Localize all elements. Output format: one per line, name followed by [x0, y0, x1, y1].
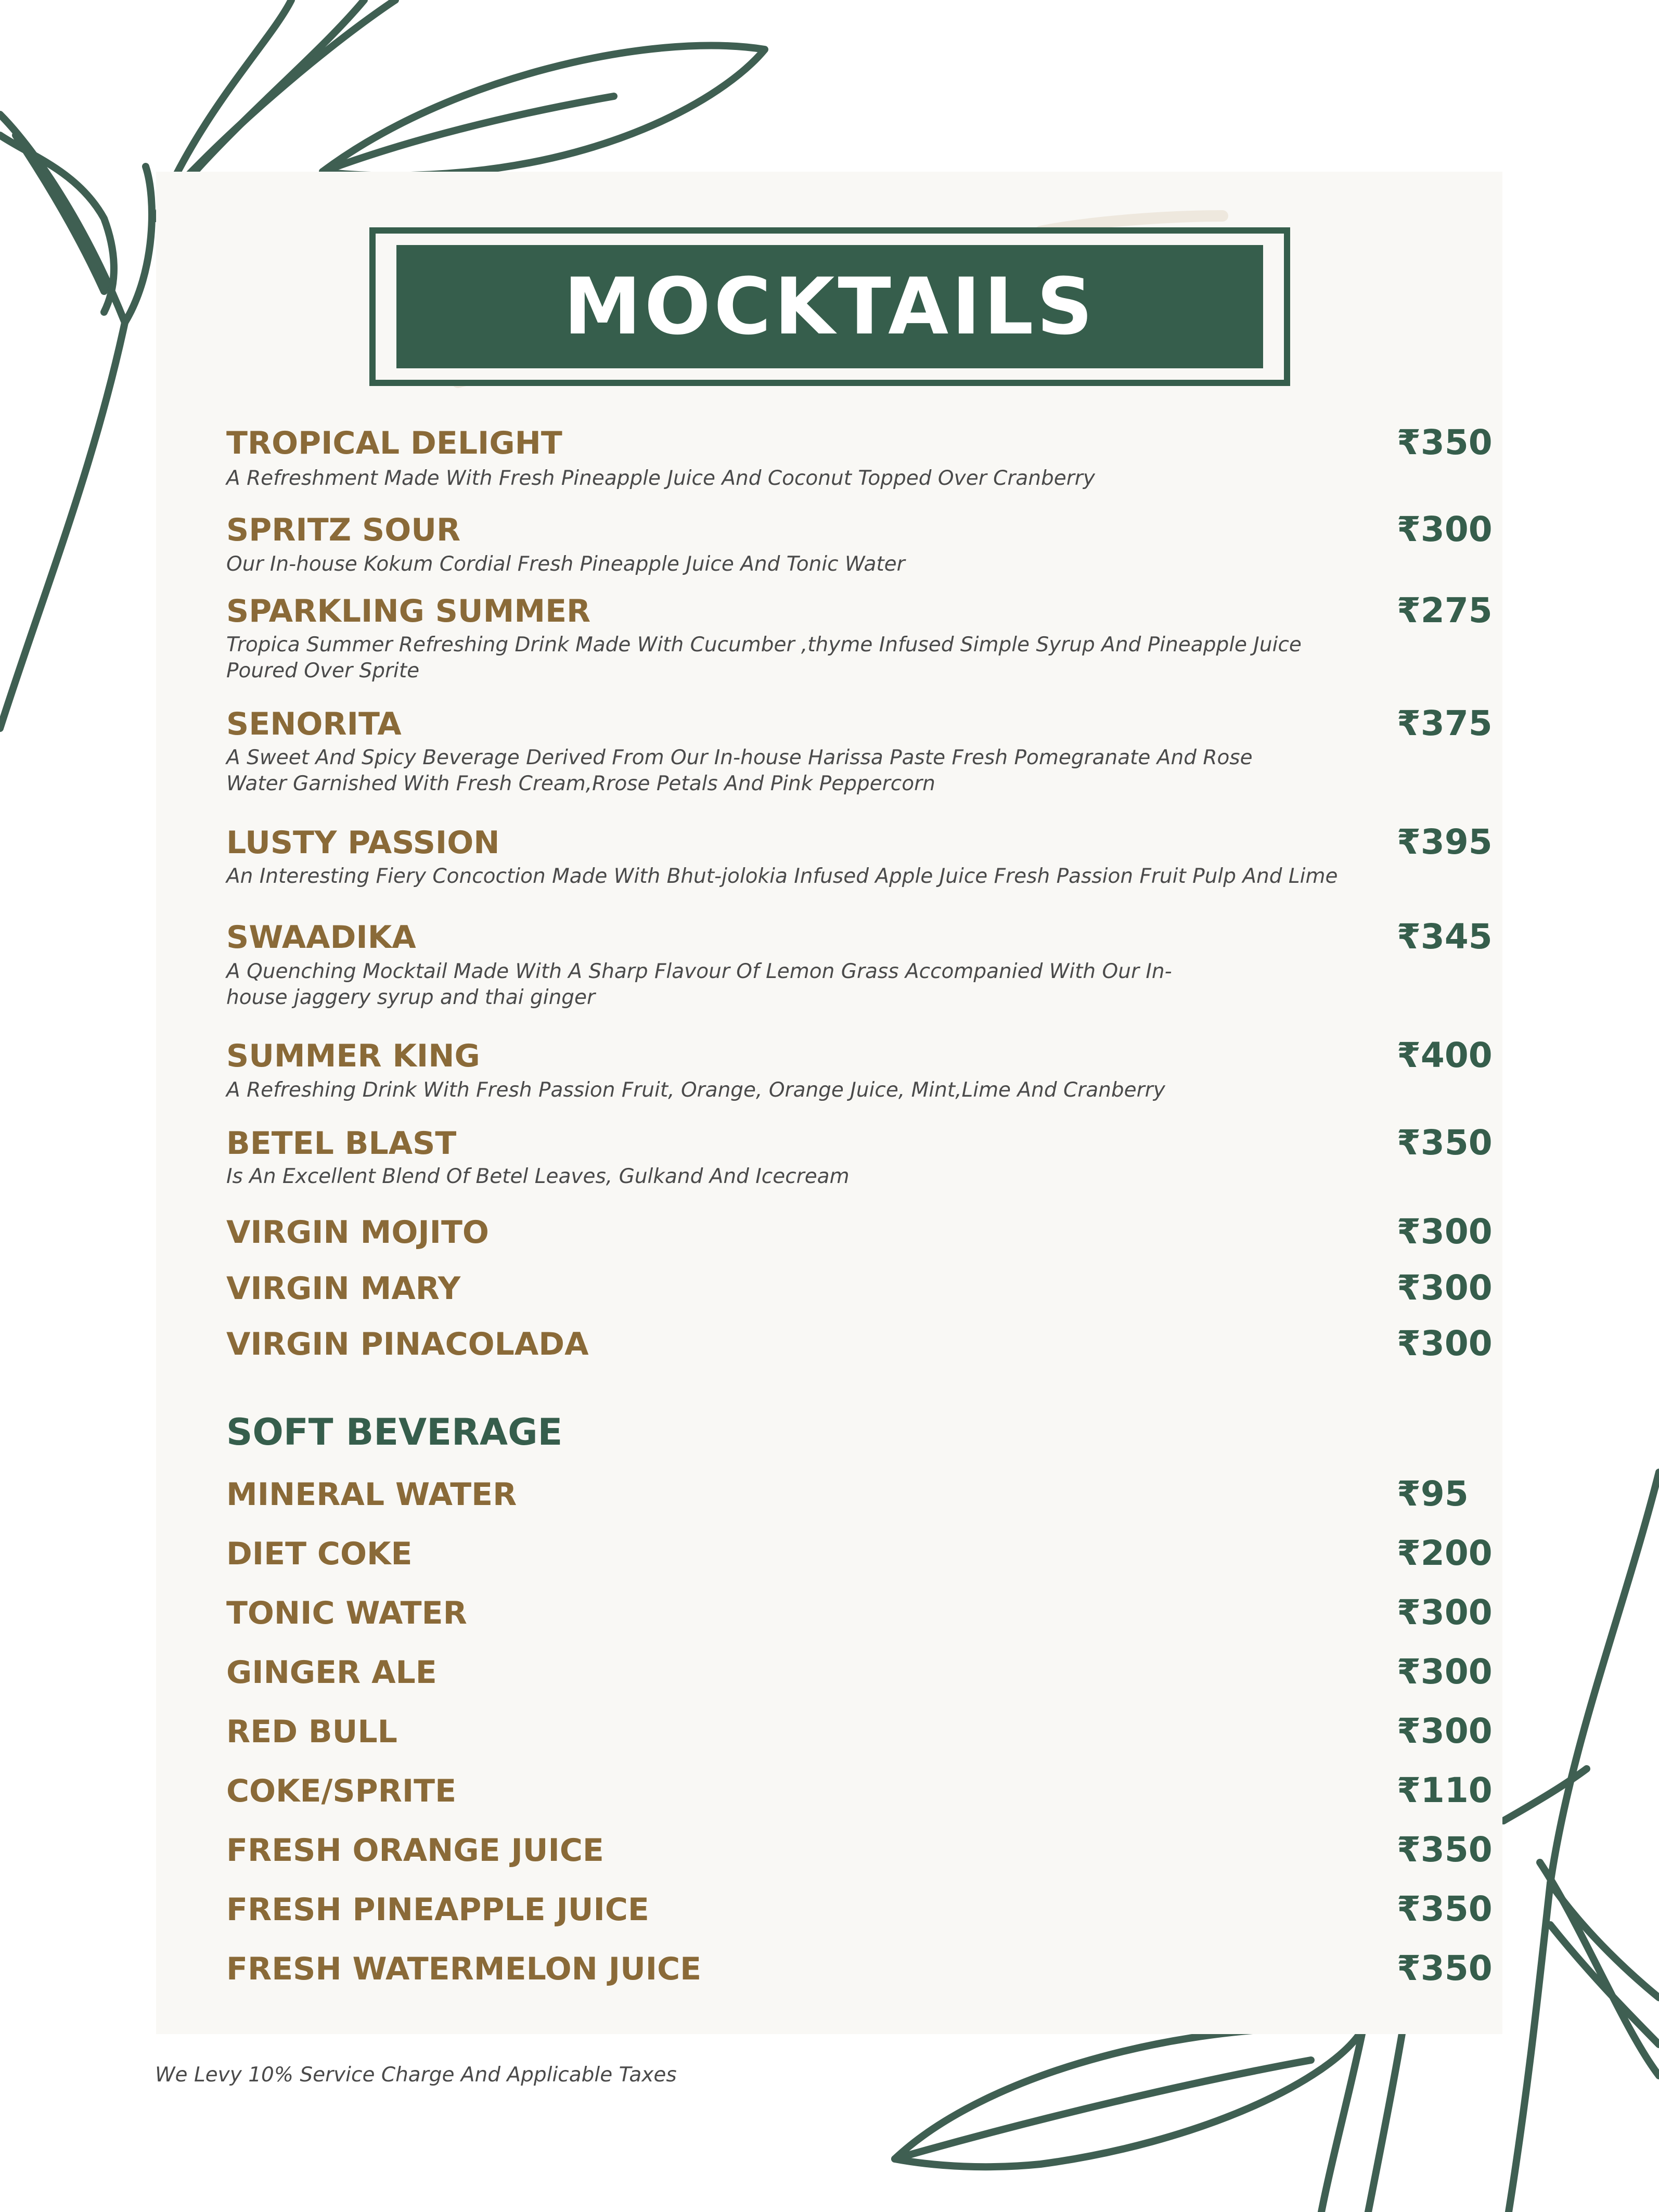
- menu-item-price: ₹300: [1397, 1711, 1493, 1751]
- menu-item-name: MINERAL WATER: [226, 1476, 517, 1513]
- menu-item-name: TONIC WATER: [226, 1595, 467, 1631]
- menu-item-name: GINGER ALE: [226, 1654, 437, 1691]
- menu-item-price: ₹350: [1397, 1123, 1493, 1163]
- menu-item-price: ₹345: [1397, 917, 1493, 957]
- service-charge-note: We Levy 10% Service Charge And Applicable Taxes: [155, 2063, 677, 2087]
- menu-item-name: VIRGIN MARY: [226, 1270, 461, 1307]
- page-title: MOCKTAILS: [563, 261, 1096, 352]
- title-banner-fill: [396, 245, 1263, 368]
- menu-item-price: ₹110: [1397, 1770, 1493, 1810]
- menu-item-description: An Interesting Fiery Concoction Made With Bhut-jolokia Infused Apple Juice Fresh Passion Fruit Pulp And Lime: [226, 865, 1338, 888]
- menu-item-name: VIRGIN PINACOLADA: [226, 1326, 589, 1362]
- menu-item-description: A Sweet And Spicy Beverage Derived From Our In-house Harissa Paste Fresh Pomegranate And Rose Water Garnished With Fresh Cream,Rrose Petals And Pink Peppercorn: [226, 746, 1253, 795]
- menu-item-name: DIET COKE: [226, 1536, 413, 1572]
- menu-item-description: A Quenching Mocktail Made With A Sharp Flavour Of Lemon Grass Accompanied With Our In-house jaggery syrup and thai ginger: [226, 960, 1172, 1009]
- menu-item-price: ₹300: [1397, 1592, 1493, 1632]
- title-banner: [369, 227, 1290, 386]
- menu-item-description: Our In-house Kokum Cordial Fresh Pineapple Juice And Tonic Water: [226, 552, 905, 576]
- menu-item-price: ₹400: [1397, 1035, 1493, 1075]
- menu-item-name: FRESH WATERMELON JUICE: [226, 1951, 702, 1987]
- menu-item-name: FRESH ORANGE JUICE: [226, 1832, 604, 1869]
- menu-item-price: ₹395: [1397, 822, 1493, 862]
- menu-item-name: VIRGIN MOJITO: [226, 1214, 489, 1251]
- menu-item-price: ₹200: [1397, 1533, 1493, 1573]
- menu-item-name: RED BULL: [226, 1714, 397, 1750]
- menu-item-name: LUSTY PASSION: [226, 825, 500, 861]
- menu-item-price: ₹300: [1397, 509, 1493, 549]
- menu-item-name: SPRITZ SOUR: [226, 512, 461, 548]
- menu-item-price: ₹275: [1397, 590, 1493, 631]
- menu-item-price: ₹350: [1397, 422, 1493, 462]
- menu-item-price: ₹350: [1397, 1830, 1493, 1870]
- menu-item-description: Tropica Summer Refreshing Drink Made With Cucumber ,thyme Infused Simple Syrup And Pineapple Juice Poured Over Sprite: [226, 633, 1302, 683]
- menu-item-name: SENORITA: [226, 706, 402, 742]
- menu-item-price: ₹350: [1397, 1889, 1493, 1929]
- menu-item-name: FRESH PINEAPPLE JUICE: [226, 1892, 649, 1928]
- menu-item-price: ₹300: [1397, 1323, 1493, 1364]
- menu-item-name: SWAADIKA: [226, 919, 416, 956]
- menu-item-name: TROPICAL DELIGHT: [226, 425, 562, 461]
- section-heading: SOFT BEVERAGE: [226, 1411, 563, 1454]
- menu-item-price: ₹300: [1397, 1212, 1493, 1252]
- menu-item-description: Is An Excellent Blend Of Betel Leaves, Gulkand And Icecream: [226, 1165, 850, 1188]
- menu-item-description: A Refreshment Made With Fresh Pineapple Juice And Coconut Topped Over Cranberry: [226, 467, 1095, 490]
- menu-item-name: BETEL BLAST: [226, 1125, 457, 1162]
- menu-item-name: SPARKLING SUMMER: [226, 593, 591, 629]
- menu-item-name: SUMMER KING: [226, 1038, 480, 1074]
- menu-item-price: ₹350: [1397, 1948, 1493, 1988]
- menu-item-price: ₹375: [1397, 703, 1493, 743]
- menu-item-price: ₹300: [1397, 1652, 1493, 1692]
- menu-item-price: ₹95: [1397, 1474, 1469, 1514]
- menu-item-description: A Refreshing Drink With Fresh Passion Fruit, Orange, Orange Juice, Mint,Lime And Cranberry: [226, 1078, 1165, 1102]
- menu-item-name: COKE/SPRITE: [226, 1773, 457, 1809]
- menu-item-price: ₹300: [1397, 1268, 1493, 1308]
